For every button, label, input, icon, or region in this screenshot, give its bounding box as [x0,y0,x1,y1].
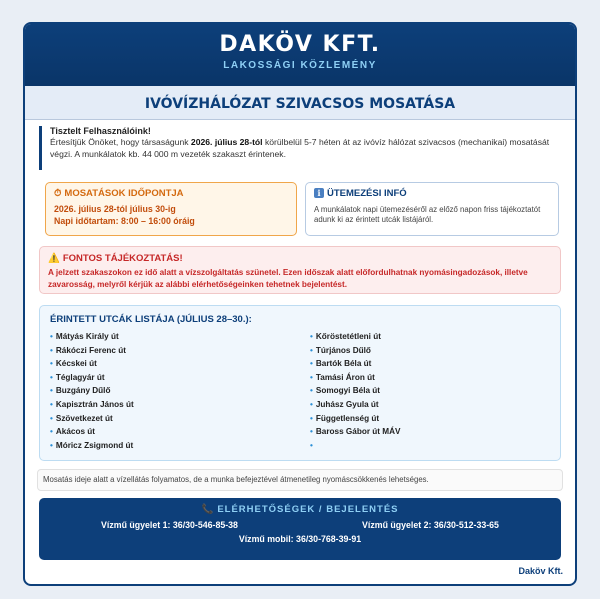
schedule-hours: Napi időtartam: 8:00 – 16:00 óráig [54,216,195,226]
warning-icon: ⚠️ [48,253,60,264]
list-item: • Bartók Béla út [310,359,372,369]
duty-phone-2[interactable]: Vízmű ügyelet 2: 36/30-512-33-65 [362,520,499,530]
mobile-phone[interactable]: Vízmű mobil: 36/30-768-39-91 [238,534,362,544]
notice-subtitle: LAKOSSÁGI KÖZLEMÉNY [223,60,377,71]
greeting-section [39,126,561,170]
list-item: • Függetlenség út [310,413,380,423]
list-item: • Mátyás Király út [50,332,119,341]
schedule-info-heading [314,188,558,199]
duty-phones [39,520,561,530]
warning-heading [48,253,560,264]
list-item: • Rákóczi Ferenc út [50,345,126,355]
streets-heading: ÉRINTETT UTCÁK LISTÁJA (JÚLIUS 28–30.): [50,314,252,325]
schedule-info-box [305,182,559,236]
streets-right-list [310,330,560,452]
list-item: • Juhász Gyula út [310,399,379,409]
list-item: • Kőröstetétleni út [310,332,381,341]
list-item: • Kapisztrán János út [50,399,134,409]
warning-box [39,246,561,294]
schedule-heading-label: MOSATÁSOK IDŐPONTJA [64,188,184,199]
pressure-note: Mosatás ideje alatt a vízellátás folyamatos, de a munka befejeztével átmenetileg nyomáscsökkenés lehetséges. [37,469,563,491]
footer-brand: Daköv Kft. [518,566,563,576]
list-item: • Akácos út [50,427,96,437]
greeting-text [50,137,561,160]
list-item: • Kécskei út [50,359,97,369]
schedule-dates: 2026. július 28-tól július 30-ig [54,204,176,214]
streets-box [39,305,561,461]
notice-card [23,22,577,586]
greeting-date: 2026. július 28-tól [190,137,263,147]
schedule-info-heading-label: ÜTEMEZÉSI INFÓ [327,188,407,199]
greeting-text-end: körülbelül 5-7 héten át az ivóvíz hálózat szivacsos (mechanikai) mosatását végzi. A munkálatok kb. 44 000 m vezeték szakaszt érintenek. [50,137,550,159]
info-icon: i [314,188,324,198]
list-item: • Buzgány Dűlő [50,386,111,396]
list-item: • Somogyi Béla út [310,386,381,396]
stopwatch-icon: ⏱ [54,188,62,199]
contacts-box [39,498,561,560]
streets-columns [40,330,560,452]
list-item: • Téglagyár út [50,372,105,382]
list-item: • [310,440,313,450]
list-item: • Szövetkezet út [50,413,113,423]
page-title: IVÓVÍZHÁLÓZAT SZIVACSOS MOSATÁSA [25,86,575,120]
company-name: DAKÖV KFT. [219,32,381,57]
list-item: • Móricz Zsigmond út [50,440,134,450]
greeting-text-start: Értesítjük Önöket, hogy társaságunk [50,137,191,147]
schedule-heading [54,188,296,199]
duty-phone-1[interactable]: Vízmű ügyelet 1: 36/30-546-85-38 [101,520,238,530]
warning-heading-label: FONTOS TÁJÉKOZTATÁS! [62,253,183,264]
list-item: • Túrjános Dűlő [310,345,371,355]
salutation: Tisztelt Felhasználóink! [50,126,151,136]
warning-text: A jelzett szakaszokon ez idő alatt a vízszolgáltatás szünetel. Ezen időszak alatt előfordulhatnak nyomásingadozások, illetve zavarosság, melyről kérjük az alábbi elérhetőségeinken tehetnek bejelentést. [48,268,528,289]
header [25,24,575,86]
list-item: • Tamási Áron út [310,372,375,382]
phone-icon: 📞 [201,504,215,515]
schedule-box [45,182,297,236]
streets-left-list [50,330,300,452]
list-item: • Baross Gábor út MÁV [310,427,401,437]
contacts-heading-label: ELÉRHETŐSÉGEK / BEJELENTÉS [217,504,399,515]
schedule-info-text: A munkálatok napi ütemezéséről az előző napon friss tájékoztatót adunk ki az érintett utcák listájáról. [314,205,541,224]
contacts-heading [39,504,561,515]
